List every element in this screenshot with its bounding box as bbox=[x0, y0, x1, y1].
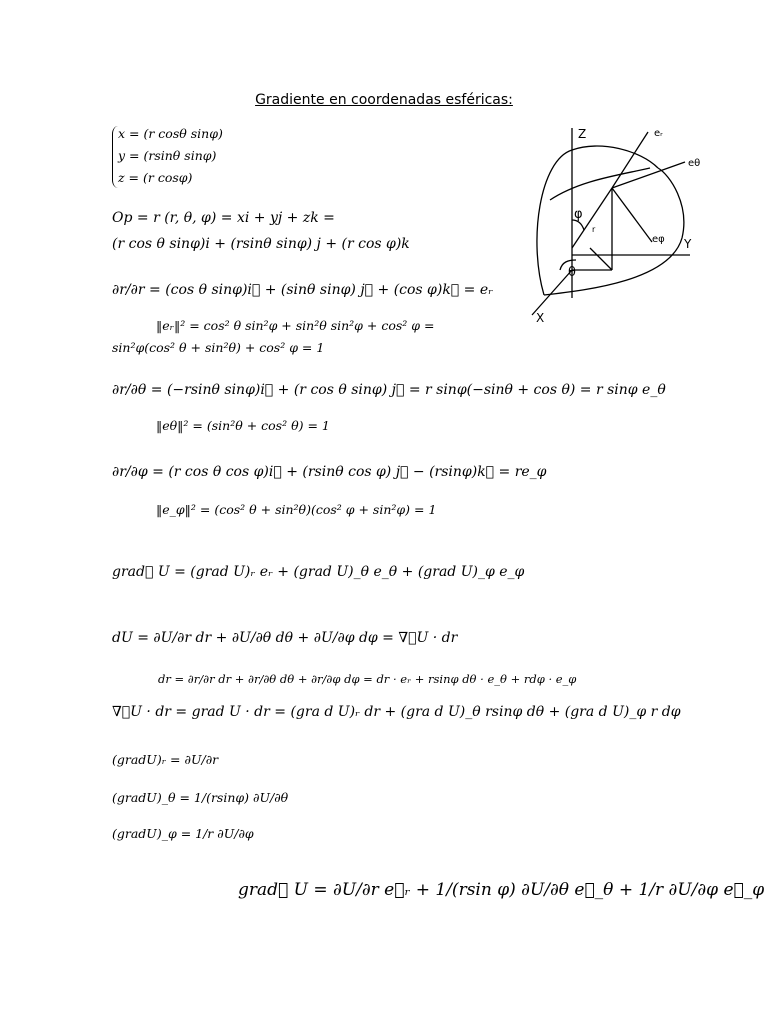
sphere-top-arc bbox=[572, 146, 658, 168]
label-ephi: eφ bbox=[652, 234, 665, 245]
op-line-1: Op = r (r, θ, φ) = xi + yj + zk = bbox=[112, 210, 335, 226]
label-etheta: eθ bbox=[688, 158, 701, 169]
ephi-norm: ‖e_φ‖² = (cos² θ + sin²θ)(cos² φ + sin²φ) = 1 bbox=[156, 502, 437, 517]
system-line-y: y = (rsinθ sinφ) bbox=[118, 148, 217, 163]
er-norm-line-1: ‖eᵣ‖² = cos² θ sin²φ + sin²θ sin²φ + cos² φ = bbox=[156, 318, 435, 333]
grad-definition: grad⃗ U = (grad U)ᵣ eᵣ + (grad U)_θ e_θ + (grad U)_φ e_φ bbox=[112, 564, 525, 580]
nabla-equation: ∇⃗U · dr = grad U · dr = (gra d U)ᵣ dr + (gra d U)_θ rsinφ dθ + (gra d U)_φ r dφ bbox=[112, 704, 681, 720]
label-y: Y bbox=[684, 237, 692, 251]
label-theta: θ bbox=[568, 265, 576, 280]
op-line-2: (r cos θ sinφ)i + (rsinθ sinφ) j + (r cos φ)k bbox=[112, 236, 410, 252]
projection-diagonal bbox=[590, 248, 612, 270]
spherical-coordinates-diagram bbox=[520, 120, 720, 325]
etheta-norm: ‖eθ‖² = (sin²θ + cos² θ) = 1 bbox=[156, 418, 330, 433]
system-line-z: z = (r cosφ) bbox=[118, 170, 193, 185]
system-line-x: x = (r cosθ sinφ) bbox=[118, 126, 223, 141]
dr-expansion: dr = ∂r/∂r dr + ∂r/∂θ dθ + ∂r/∂φ dφ = dr · eᵣ + rsinφ dθ · e_θ + rdφ · e_φ bbox=[158, 672, 577, 686]
label-er: eᵣ bbox=[654, 128, 663, 139]
ephi-vector bbox=[612, 188, 652, 242]
er-vector bbox=[612, 132, 648, 188]
sphere-latitude-arc bbox=[550, 168, 650, 200]
label-r: r bbox=[592, 225, 596, 234]
dr-dphi-equation: ∂r/∂φ = (r cos θ cos φ)i⃗ + (rsinθ cos φ) j⃗ − (rsinφ)k⃗ = re_φ bbox=[112, 464, 547, 480]
label-phi: φ bbox=[574, 207, 583, 222]
dr-dtheta-equation: ∂r/∂θ = (−rsinθ sinφ)i⃗ + (r cos θ sinφ) j⃗ = r sinφ(−sinθ + cos θ) = r sinφ e_θ bbox=[112, 382, 666, 398]
dr-dr-equation: ∂r/∂r = (cos θ sinφ)i⃗ + (sinθ sinφ) j⃗ + (cos φ)k⃗ = eᵣ bbox=[112, 282, 493, 298]
label-x: X bbox=[536, 311, 545, 325]
sphere-meridian-arc bbox=[537, 150, 572, 295]
label-z: Z bbox=[578, 127, 587, 141]
grad-component-phi: (gradU)_φ = 1/r ∂U/∂φ bbox=[112, 826, 254, 841]
er-norm-line-2: sin²φ(cos² θ + sin²θ) + cos² φ = 1 bbox=[112, 340, 325, 355]
grad-component-theta: (gradU)_θ = 1/(rsinφ) ∂U/∂θ bbox=[112, 790, 289, 805]
final-gradient-formula: grad⃗ U = ∂U/∂r e⃗ᵣ + 1/(rsin φ) ∂U/∂θ e⃗_θ + 1/r ∂U/∂φ e⃗_φ bbox=[238, 880, 765, 900]
etheta-vector bbox=[612, 162, 685, 188]
page-title: Gradiente en coordenadas esféricas: bbox=[255, 92, 513, 108]
grad-component-r: (gradU)ᵣ = ∂U/∂r bbox=[112, 752, 219, 767]
dU-equation: dU = ∂U/∂r dr + ∂U/∂θ dθ + ∂U/∂φ dφ = ∇⃗U · dr bbox=[112, 630, 458, 646]
